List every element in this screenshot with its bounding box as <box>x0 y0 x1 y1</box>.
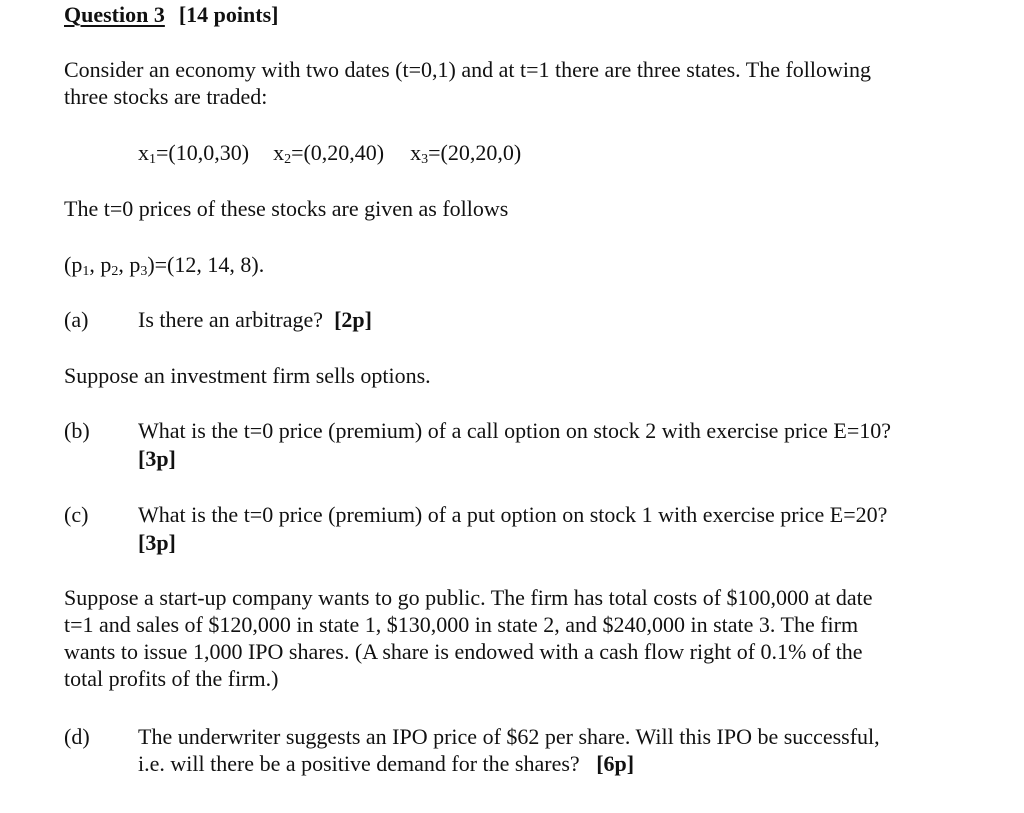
intro-line-2: three stocks are traded: <box>64 84 268 109</box>
stock-1-subscript: 1 <box>149 152 156 167</box>
ipo-intro-line-1: Suppose a start-up company wants to go public. The firm has total costs of $100,000 at date <box>64 585 873 610</box>
item-d-points: [6p] <box>596 751 635 776</box>
question-title: Question 3 <box>64 2 165 27</box>
stock-1-value: =(10,0,30) <box>156 140 250 165</box>
price-1-subscript: 1 <box>82 264 90 279</box>
item-b-points: [3p] <box>138 446 176 471</box>
stock-2-value: =(0,20,40) <box>291 140 385 165</box>
stock-3-subscript: 3 <box>421 152 429 167</box>
ipo-intro-line-3: wants to issue 1,000 IPO shares. (A share is endowed with a cash flow right of 0.1% of the <box>64 639 863 664</box>
stock-prices <box>64 252 264 278</box>
item-d-question-line-2 <box>138 751 634 777</box>
item-c-label: (c) <box>64 502 89 527</box>
stock-2-var: x <box>273 140 285 165</box>
item-d-question-text: i.e. will there be a positive demand for the shares? <box>138 751 580 776</box>
item-a-question: Is there an arbitrage? <box>138 307 324 332</box>
intro-line-1: Consider an economy with two dates (t=0,1) and at t=1 there are three states. The following <box>64 57 872 82</box>
item-a-points: [2p] <box>334 307 372 332</box>
item-c-points: [3p] <box>138 530 176 555</box>
stock-3-var: x <box>410 140 422 165</box>
stock-2-subscript: 2 <box>284 152 292 167</box>
item-d-question-line-1: The underwriter suggests an IPO price of $62 per share. Will this IPO be successful, <box>138 724 880 749</box>
item-a-label: (a) <box>64 307 89 332</box>
item-c-question: What is the t=0 price (premium) of a put option on stock 1 with exercise price E=20? <box>138 502 888 527</box>
item-b-question: What is the t=0 price (premium) of a call option on stock 2 with exercise price E=10? <box>138 418 892 443</box>
item-b-label: (b) <box>64 418 90 443</box>
prices-values: )=(12, 14, 8). <box>147 252 265 277</box>
price-3-subscript: 3 <box>140 264 148 279</box>
options-intro: Suppose an investment firm sells options. <box>64 363 431 388</box>
stock-3-payoff <box>410 140 521 166</box>
prices-intro: The t=0 prices of these stocks are given as follows <box>64 196 509 221</box>
stock-3-value: =(20,20,0) <box>428 140 522 165</box>
ipo-intro-line-2: t=1 and sales of $120,000 in state 1, $130,000 in state 2, and $240,000 in state 3. The firm <box>64 612 859 637</box>
item-d-label: (d) <box>64 724 90 749</box>
prices-open: (p <box>64 252 83 277</box>
item-a-text <box>138 307 372 333</box>
question-points: [14 points] <box>178 2 279 27</box>
price-2-subscript: 2 <box>111 264 119 279</box>
ipo-intro-line-4: total profits of the firm.) <box>64 666 279 691</box>
stock-payoffs <box>138 140 521 166</box>
prices-sep-1: , p <box>89 252 112 277</box>
stock-2-payoff <box>273 140 384 166</box>
stock-1-payoff <box>138 140 249 166</box>
stock-1-var: x <box>138 140 149 165</box>
prices-sep-2: , p <box>118 252 141 277</box>
question-heading <box>64 2 278 28</box>
